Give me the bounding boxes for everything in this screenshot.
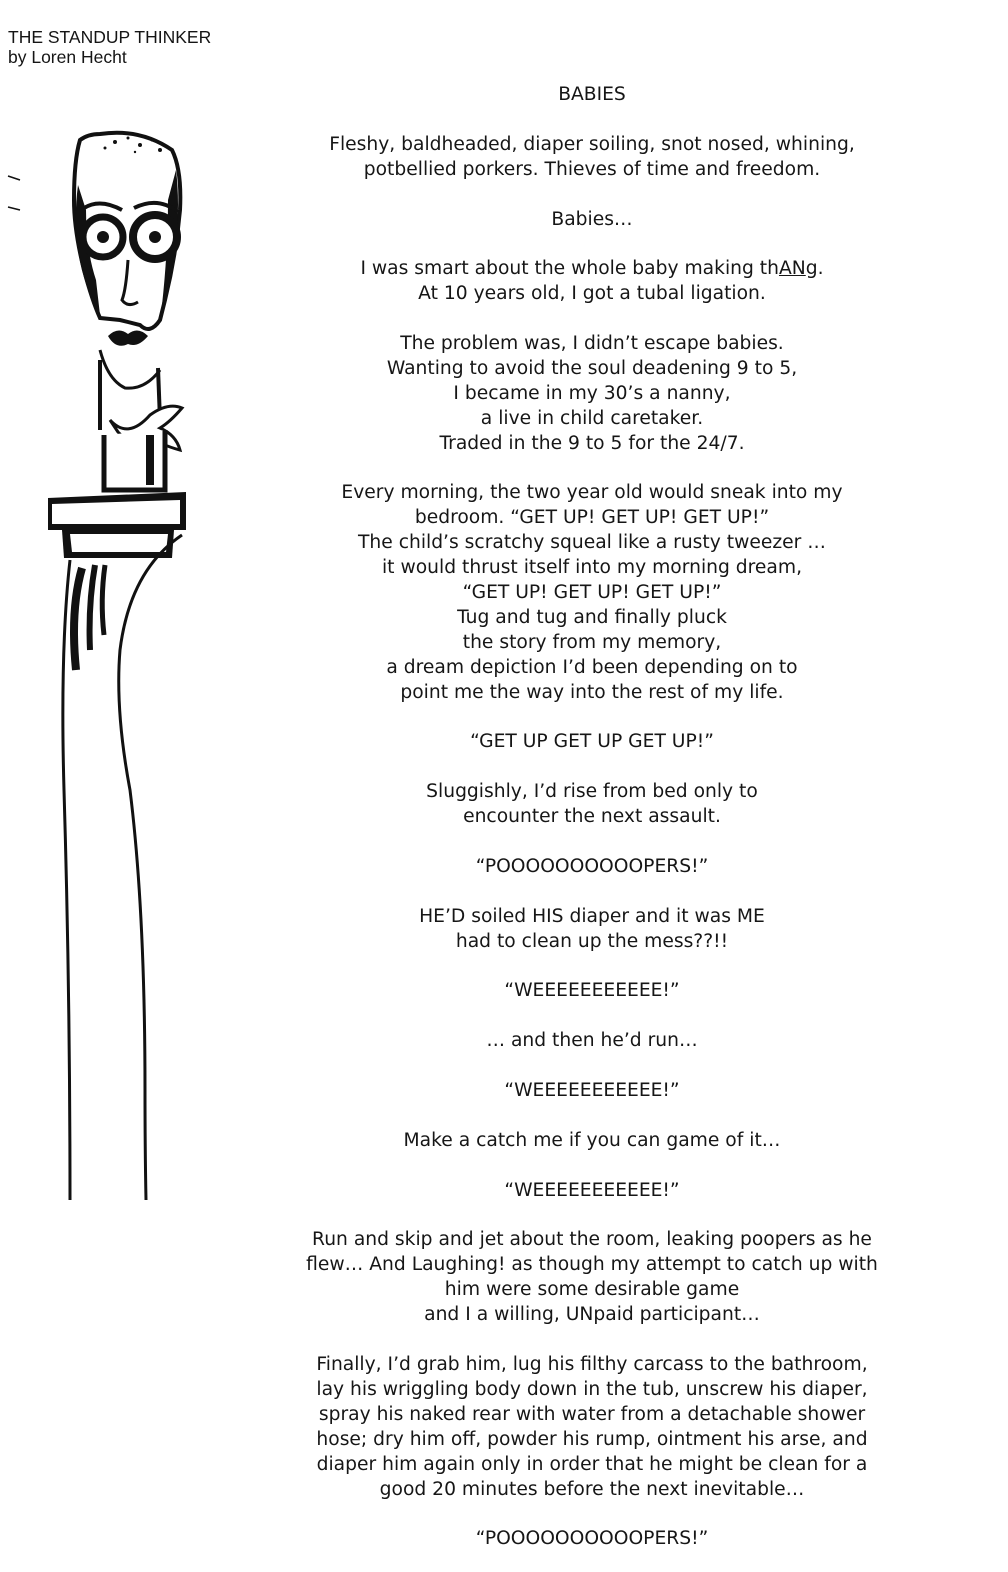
poem-line: Make a catch me if you can game of it… <box>403 1129 781 1151</box>
stanza <box>282 1527 902 1552</box>
poem-line <box>282 257 902 282</box>
poem-line: Tug and tug and finally pluck <box>457 606 727 628</box>
stanza <box>282 1228 902 1328</box>
poem-line: “POOOOOOOOOOPERS!” <box>475 1528 709 1550</box>
stanza <box>282 1079 902 1104</box>
poem-line: “WEEEEEEEEEEE!” <box>504 1179 680 1201</box>
poem-line: Every morning, the two year old would sneak into my <box>341 482 843 504</box>
line-text: g. <box>805 258 824 280</box>
poem-line: potbellied porkers. Thieves of time and freedom. <box>363 158 821 180</box>
poem-line: a dream depiction I’d been depending on to <box>386 656 798 678</box>
poem-line: Traded in the 9 to 5 for the 24/7. <box>439 432 745 454</box>
stanza <box>282 1029 902 1054</box>
stanza <box>282 481 902 705</box>
underlined-text: AN <box>778 258 806 280</box>
poem-line: “POOOOOOOOOOPERS!” <box>475 855 709 877</box>
stanza <box>282 257 902 307</box>
poem-line: good 20 minutes before the next inevitable… <box>379 1478 805 1500</box>
poem-line: Finally, I’d grab him, lug his filthy carcass to the bathroom, <box>316 1353 868 1375</box>
poem-title: BABIES <box>558 84 626 105</box>
standing-figure-drawing-icon <box>0 90 200 1205</box>
header <box>8 27 211 67</box>
stanza <box>282 855 902 880</box>
poem-line: a live in child caretaker. <box>480 407 704 429</box>
poem-line: The child’s scratchy squeal like a rusty tweezer … <box>358 532 826 554</box>
poem-line: had to clean up the mess??!! <box>455 930 729 952</box>
poem-line: Fleshy, baldheaded, diaper soiling, snot nosed, whining, <box>329 133 855 155</box>
stanza <box>282 905 902 955</box>
poem-line: The problem was, I didn’t escape babies. <box>400 333 784 354</box>
poem-line: Babies… <box>551 208 633 230</box>
stanza <box>282 332 902 457</box>
poem-line: … and then he’d run… <box>486 1030 698 1052</box>
poem-line: “GET UP GET UP GET UP!” <box>470 731 714 753</box>
stanza <box>282 780 902 830</box>
poem-line: and I a willing, UNpaid participant… <box>424 1304 760 1326</box>
poem-line: the story from my memory, <box>462 631 722 653</box>
stanza <box>282 133 902 183</box>
poem-line: At 10 years old, I got a tubal ligation. <box>418 283 766 305</box>
poem-line: “WEEEEEEEEEEE!” <box>504 1080 680 1102</box>
poem-line: HE’D soiled HIS diaper and it was ME <box>419 905 765 927</box>
poem-line: diaper him again only in order that he might be clean for a <box>316 1453 868 1475</box>
poem-line: lay his wriggling body down in the tub, unscrew his diaper, <box>316 1378 868 1400</box>
poem-line: I became in my 30’s a nanny, <box>453 382 731 404</box>
poem-line: him were some desirable game <box>444 1279 740 1301</box>
poem-line: flew… And Laughing! as though my attempt to catch up with <box>306 1254 878 1276</box>
poem-line: point me the way into the rest of my life. <box>400 681 784 703</box>
stanza <box>282 730 902 755</box>
byline: by Loren Hecht <box>8 47 127 67</box>
book-title: THE STANDUP THINKER <box>8 27 212 47</box>
poem-line: bedroom. “GET UP! GET UP! GET UP!” <box>414 507 770 529</box>
poem-line: Sluggishly, I’d rise from bed only to <box>426 781 758 803</box>
line-text: I was smart about the whole baby making th <box>360 258 779 280</box>
poem-line: spray his naked rear with water from a detachable shower <box>318 1403 866 1425</box>
stanza <box>282 208 902 233</box>
stanza <box>282 1179 902 1204</box>
poem-line: Run and skip and jet about the room, leaking poopers as he <box>312 1229 872 1251</box>
poem-line: encounter the next assault. <box>463 806 721 828</box>
poem-line: “WEEEEEEEEEEE!” <box>504 980 680 1002</box>
stanza <box>282 1353 902 1502</box>
poem-line: it would thrust itself into my morning dream, <box>381 557 803 579</box>
poem-line: Wanting to avoid the soul deadening 9 to 5, <box>386 357 798 379</box>
poem-line: “GET UP! GET UP! GET UP!” <box>462 582 722 604</box>
stanza <box>282 979 902 1004</box>
poem <box>282 83 902 1552</box>
poem-line: hose; dry him off, powder his rump, ointment his arse, and <box>316 1428 868 1450</box>
stanza <box>282 1129 902 1154</box>
